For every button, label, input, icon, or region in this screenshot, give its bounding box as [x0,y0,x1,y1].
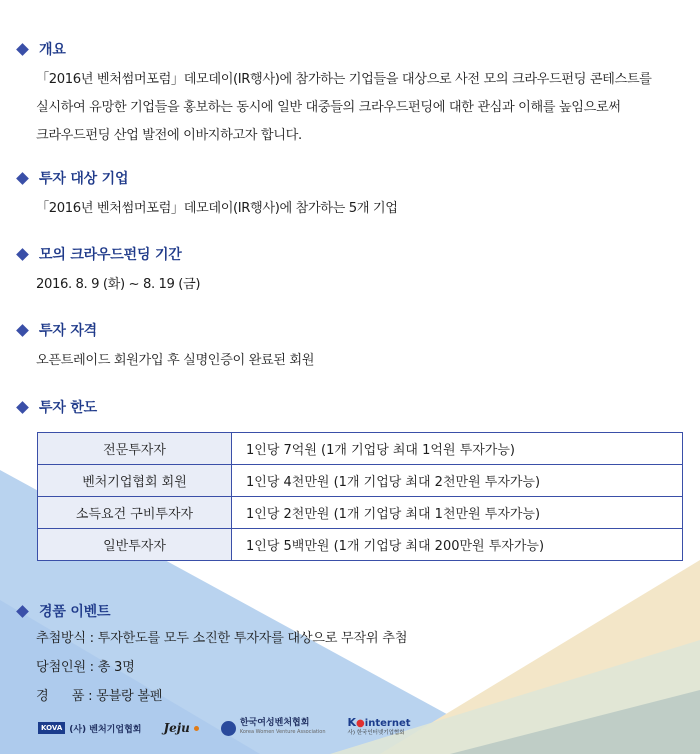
kinternet-k: K [347,716,357,729]
kwwa-subtitle: Korea Women Venture Association [239,729,326,735]
limit-amount-cell: 1인당 2천만원 (1개 기업당 최대 1천만원 투자가능) [232,497,683,529]
section-title: 경품 이벤트 [39,604,111,620]
section-header [14,38,694,60]
overview-line: 크라우드펀딩 산업 발전에 이바지하고자 합니다. [36,128,302,143]
diamond-bullet-icon [16,172,29,185]
diamond-bullet-icon [16,324,29,337]
kinternet-logo [348,718,411,738]
kwwa-name: 한국여성벤처협회 [239,718,310,728]
kwwa-text [240,719,326,737]
overview-line: 실시하여 유망한 기업들을 홍보하는 동시에 일반 대중들의 크라우드펀딩에 대한 관심과 이해를 높임으로써 [36,100,621,115]
kova-badge: KOVA [38,722,65,734]
section-header [14,600,694,622]
table-row [38,433,683,465]
section-limit [14,396,694,418]
section-header [14,396,694,418]
investor-type-cell: 전문투자자 [38,433,232,465]
diamond-bullet-icon [16,401,29,414]
limit-amount-cell: 1인당 7억원 (1개 기업당 최대 1억원 투자가능) [232,433,683,465]
diamond-bullet-icon [16,248,29,261]
target-text: 「2016년 벤처썸머포럼」데모데이(IR행사)에 참가하는 5개 기업 [36,201,398,216]
section-header [14,167,694,189]
event-prize: 경 품 : 몽블랑 볼펜 [36,689,163,704]
section-header [14,319,694,341]
section-title: 개요 [39,42,66,58]
limit-amount-cell: 1인당 5백만원 (1개 기업당 최대 200만원 투자가능) [232,529,683,561]
investor-type-cell: 벤처기업협회 회원 [38,465,232,497]
section-title: 투자 한도 [39,400,97,416]
investor-type-cell: 일반투자자 [38,529,232,561]
event-winners: 당첨인원 : 총 3명 [36,660,135,675]
limit-amount-cell: 1인당 4천만원 (1개 기업당 최대 2천만원 투자가능) [232,465,683,497]
section-title: 모의 크라우드펀딩 기간 [39,247,182,263]
kinternet-dot-icon: ● [356,718,365,729]
kova-logo [38,722,141,735]
section-qualification [14,319,694,375]
table-row [38,529,683,561]
investor-type-cell: 소득요건 구비투자자 [38,497,232,529]
jeju-wordmark: Jeju [163,721,190,735]
section-event [14,600,694,711]
kinternet-subtitle: 사) 한국인터넷기업협회 [347,730,405,736]
jeju-logo [163,721,198,735]
qualification-text: 오픈트레이드 회원가입 후 실명인증이 완료된 회원 [36,353,315,368]
section-title: 투자 대상 기업 [39,171,129,187]
kinternet-text [348,718,411,738]
kinternet-main: internet [364,718,411,729]
event-method: 추첨방식 : 투자한도를 모두 소진한 투자자를 대상으로 무작위 추첨 [36,631,408,646]
overview-line: 「2016년 벤처썸머포럼」데모데이(IR행사)에 참가하는 기업들을 대상으로 사전 모의 크라우드펀딩 콘테스트를 [36,72,652,87]
jeju-dot-icon [194,726,199,731]
section-header [14,243,694,265]
sponsor-logos [38,718,411,738]
diamond-bullet-icon [16,605,29,618]
kwwa-logo [221,719,326,737]
event-text [36,624,694,711]
kwwa-emblem-icon [221,721,236,736]
table-row [38,465,683,497]
period-text: 2016. 8. 9 (화) ~ 8. 19 (금) [36,277,201,292]
diamond-bullet-icon [16,43,29,56]
table-row [38,497,683,529]
investment-limit-table [37,432,683,561]
section-target [14,167,694,223]
section-title: 투자 자격 [39,323,97,339]
overview-text [36,66,694,150]
section-period [14,243,694,299]
section-overview [14,38,694,150]
kova-name: (사) 벤처기업협회 [69,724,142,735]
